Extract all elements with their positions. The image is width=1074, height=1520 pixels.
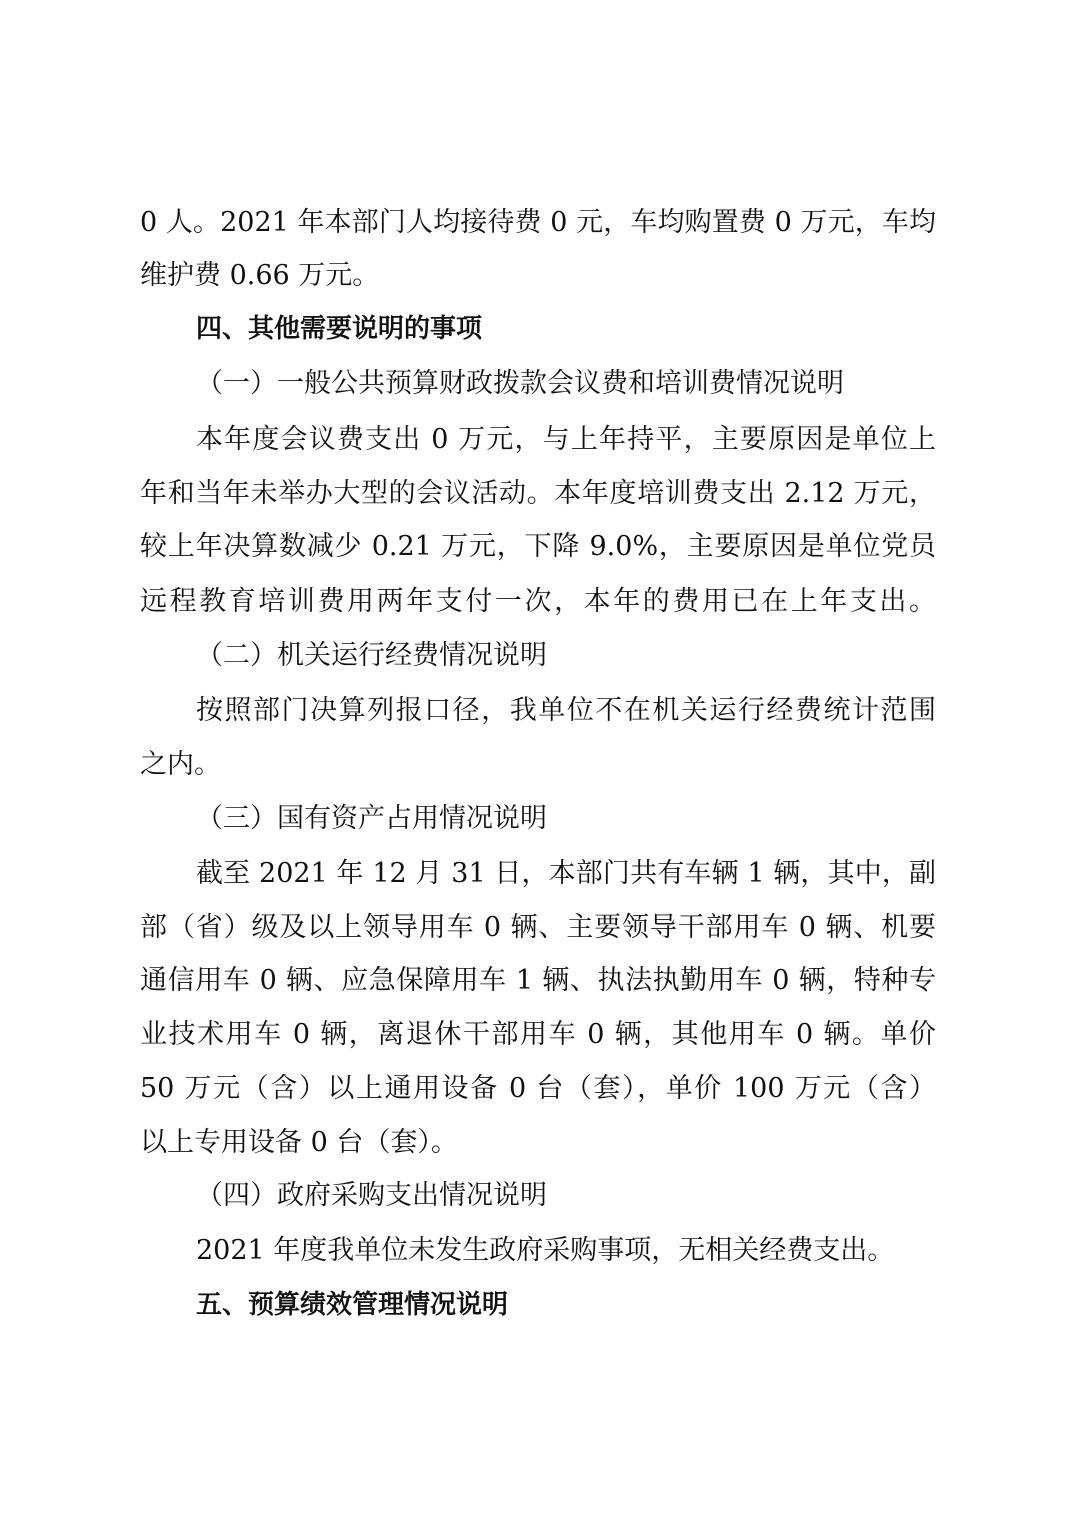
subsection-heading-2: （二）机关运行经费情况说明 [196, 640, 547, 671]
body-text-line: 截至 2021 年 12 月 31 日，本部门共有车辆 1 辆，其中，副 [196, 858, 936, 889]
section-heading-4: 四、其他需要说明的事项 [196, 314, 483, 344]
subsection-heading-1: （一）一般公共预算财政拨款会议费和培训费情况说明 [196, 368, 844, 399]
subsection-heading-4: （四）政府采购支出情况说明 [196, 1180, 547, 1211]
body-text-line: 较上年决算数减少 0.21 万元，下降 9.0%，主要原因是单位党员 [140, 531, 936, 562]
subsection-heading-3: （三）国有资产占用情况说明 [196, 803, 547, 834]
body-text-line: 50 万元（含）以上通用设备 0 台（套），单价 100 万元（含） [140, 1073, 936, 1104]
body-text-line: 之内。 [140, 749, 221, 780]
body-text-line: 按照部门决算列报口径，我单位不在机关运行经费统计范围 [196, 695, 936, 726]
body-text-line: 部（省）级及以上领导用车 0 辆、主要领导干部用车 0 辆、机要 [140, 912, 936, 943]
body-text-line: 通信用车 0 辆、应急保障用车 1 辆、执法执勤用车 0 辆，特种专 [140, 965, 936, 996]
body-text-line: 0 人。2021 年本部门人均接待费 0 元，车均购置费 0 万元，车均 [140, 207, 936, 238]
body-text-line: 业技术用车 0 辆，离退休干部用车 0 辆，其他用车 0 辆。单价 [140, 1019, 936, 1050]
section-heading-5: 五、预算绩效管理情况说明 [196, 1290, 509, 1320]
body-text-line: 本年度会议费支出 0 万元，与上年持平，主要原因是单位上 [196, 424, 936, 455]
body-text-line: 2021 年度我单位未发生政府采购事项，无相关经费支出。 [196, 1235, 895, 1266]
body-text-line: 维护费 0.66 万元。 [140, 260, 380, 291]
body-text-line: 远程教育培训费用两年支付一次，本年的费用已在上年支出。 [140, 586, 936, 617]
body-text-line: 年和当年未举办大型的会议活动。本年度培训费支出 2.12 万元， [140, 478, 936, 509]
body-text-line: 以上专用设备 0 台（套）。 [140, 1127, 458, 1158]
